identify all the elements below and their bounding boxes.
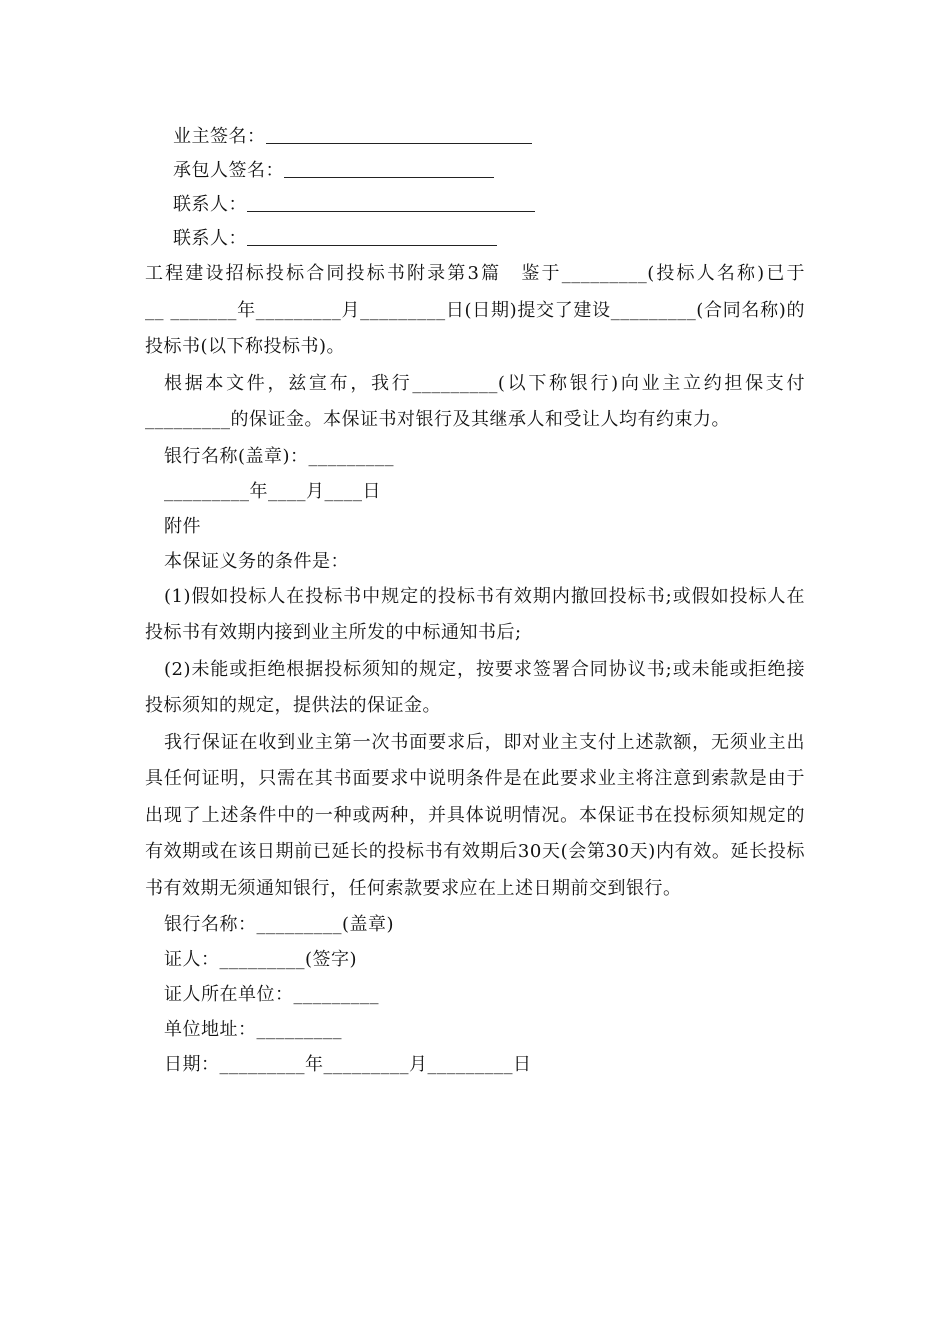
contractor-signature-label: 承包人签名： xyxy=(173,160,284,181)
condition-2: (2)未能或拒绝根据投标须知的规定，按要求签署合同协议书;或未能或拒绝接投标须知的规定，提供法的保证金。 xyxy=(145,658,805,716)
contact-label-1: 联系人： xyxy=(173,194,247,215)
contractor-signature-blank xyxy=(284,157,494,178)
witness-unit-line: 证人所在单位：_________ xyxy=(164,984,379,1005)
contractor-signature-line xyxy=(145,154,805,188)
date-line: _________年____月____日 xyxy=(164,480,381,502)
witness-line: 证人：_________(签字) xyxy=(164,949,358,970)
document-page xyxy=(145,120,805,1082)
owner-signature-blank xyxy=(266,123,532,144)
bank-seal-line: 银行名称(盖章)：_________ xyxy=(164,445,395,467)
condition-1: (1)假如投标人在投标书中规定的投标书有效期内撤回投标书;或假如投标人在投标书有效期内接到业主所发的中标通知书后; xyxy=(145,585,805,643)
declaration-paragraph: 根据本文件，兹宣布，我行_________(以下称银行)向业主立约担保支付_________的保证金。本保证书对银行及其继承人和受让人均有约束力。 xyxy=(145,372,805,430)
unit-address-line: 单位地址：_________ xyxy=(164,1019,342,1040)
intro-paragraph: 工程建设招标投标合同投标书附录第3篇 鉴于_________(投标人名称)已于__ _______年_________月_________日(日期)提交了建设_________(合同名称)的投标书(以下称投标书)。 xyxy=(145,263,805,357)
guarantee-paragraph: 我行保证在收到业主第一次书面要求后，即对业主支付上述款额，无须业主出具任何证明，只需在其书面要求中说明条件是在此要求业主将注意到索款是由于出现了上述条件中的一种或两种，并具体说明情况。本保证书在投标须知规定的有效期或在该日期前已延长的投标书有效期后30天(会第30天)内有效。延长投标书有效期无须通知银行，任何索款要求应在上述日期前交到银行。 xyxy=(145,731,805,899)
contact-blank-2 xyxy=(247,225,497,246)
bank-name-line: 银行名称：_________(盖章) xyxy=(164,914,395,935)
contact-label-2: 联系人： xyxy=(173,228,247,249)
contact-line-1 xyxy=(145,188,805,222)
owner-signature-label: 业主签名： xyxy=(173,126,266,147)
contact-line-2 xyxy=(145,222,805,256)
contact-blank-1 xyxy=(247,191,535,212)
owner-signature-line xyxy=(145,120,805,154)
final-date-line: 日期：_________年_________月_________日 xyxy=(164,1054,532,1075)
attachment-heading: 附件 xyxy=(164,515,201,537)
conditions-title: 本保证义务的条件是： xyxy=(164,550,349,572)
